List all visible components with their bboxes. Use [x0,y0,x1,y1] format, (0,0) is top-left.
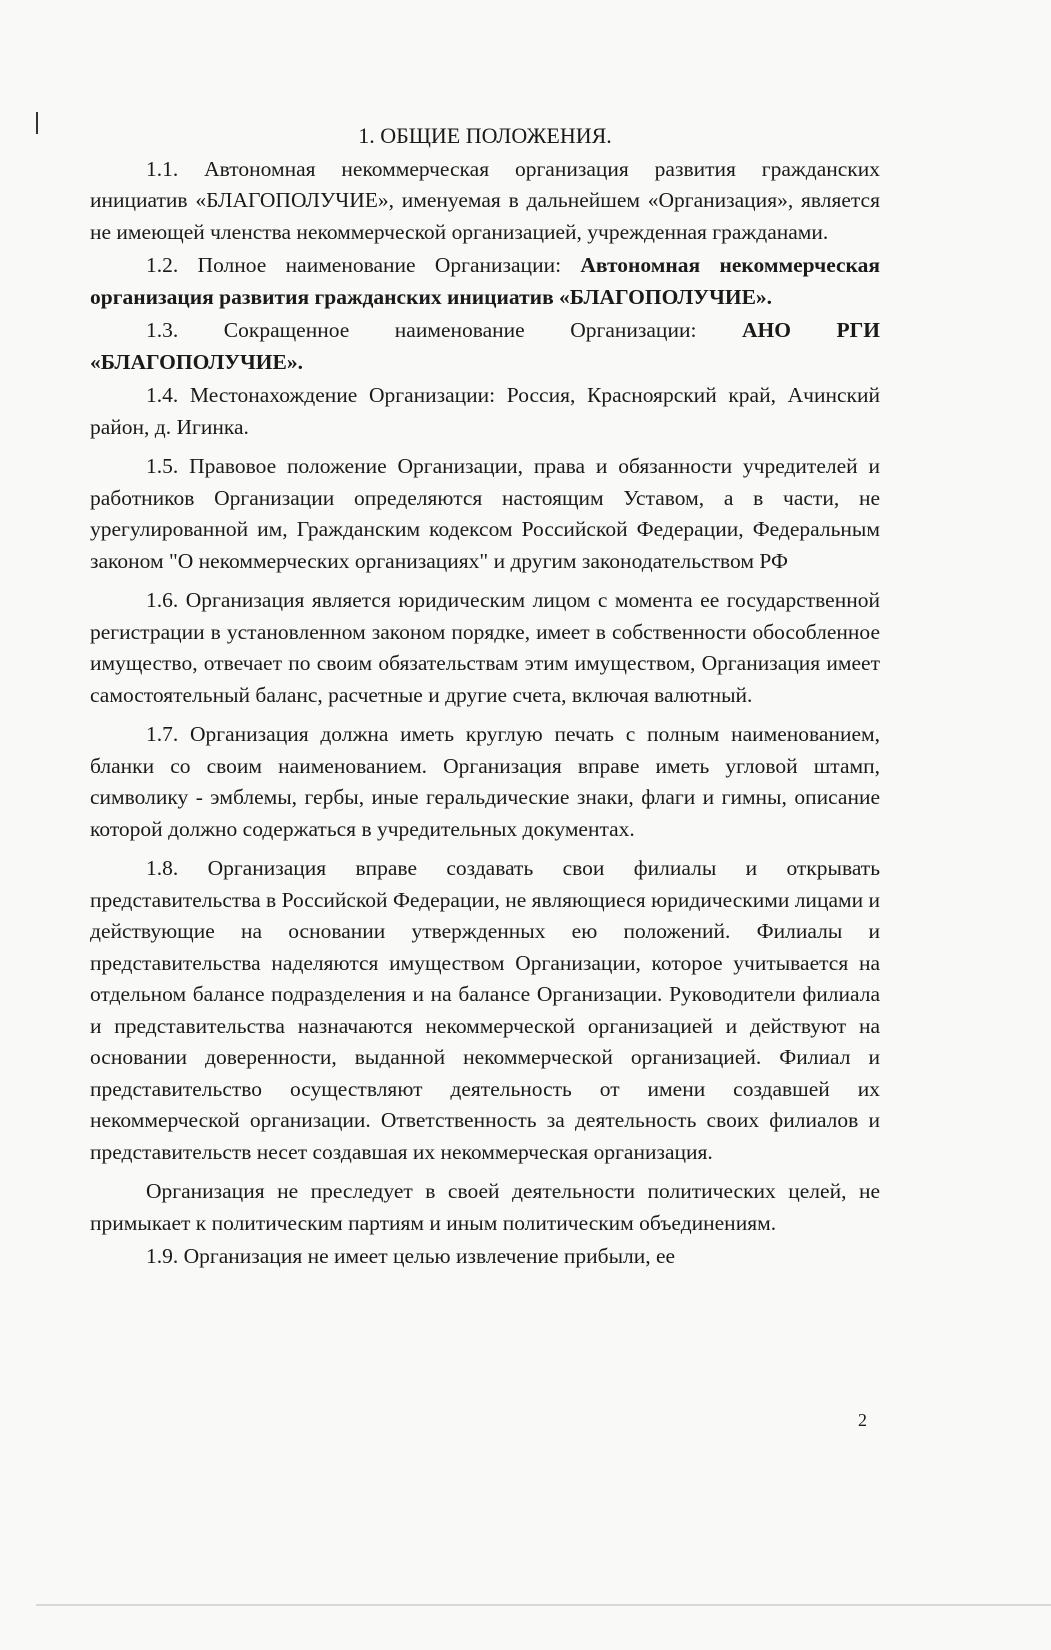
paragraph-1-3 [90,315,880,378]
scan-artifact-mark [36,112,38,134]
paragraph-1-3-label: 1.3. Сокращенное наименование Организации: [146,318,742,342]
page-number: 2 [858,1410,867,1430]
paragraph-1-2-value: Автономная некоммерческая организация развития гражданских инициатив «БЛАГОПОЛУЧИЕ». [90,253,880,309]
paragraph-1-2-label: 1.2. Полное наименование Организации: [146,253,581,277]
paragraph-1-4: 1.4. Местонахождение Организации: Россия, Красноярский край, Ачинский район, д. Игинка. [90,383,880,439]
paragraph-1-9: 1.9. Организация не имеет целью извлечение прибыли, ее [146,1244,676,1268]
section-heading: 1. ОБЩИЕ ПОЛОЖЕНИЯ. [358,123,612,148]
paragraph-1-5: 1.5. Правовое положение Организации, права и обязанности учредителей и работников Организации определяются настоящим Уставом, а в части, не урегулированной им, Гражданским кодексом Российской Федерации, Федеральным законом "О некоммерческих организациях" и другим законодательством РФ [90,454,880,573]
paragraph-1-6: 1.6. Организация является юридическим лицом с момента ее государственной регистрации в установленном законом порядке, имеет в собственности обособленное имущество, отвечает по своим обязательствам этим имуществом, Организация имеет самостоятельный баланс, расчетные и другие счета, включая валютный. [90,588,880,707]
paragraph-1-2 [90,250,880,313]
paragraph-1-8: 1.8. Организация вправе создавать свои филиалы и открывать представительства в Российской Федерации, не являющиеся юридическими лицами и действующие на основании утвержденных ею положений. Филиалы и представительства наделяются имуществом Организации, которое учитывается на отдельном балансе подразделения и на балансе Организации. Руководители филиала и представительства назначаются некоммерческой организацией и действуют на основании доверенности, выданной некоммерческой организацией. Филиал и представительство осуществляют деятельность от имени создавшей их некоммерческой организации. Ответственность за деятельность своих филиалов и представительств несет создавшая их некоммерческая организация. [90,856,880,1164]
paragraph-1-1: 1.1. Автономная некоммерческая организация развития гражданских инициатив «БЛАГОПОЛУЧИЕ», именуемая в дальнейшем «Организация», является не имеющей членства некоммерческой организацией, учрежденная гражданами. [90,156,880,244]
page-bottom-edge [36,1604,1051,1606]
paragraph-politics: Организация не преследует в своей деятельности политических целей, не примыкает к политическим партиям и иным политическим объединениям. [90,1179,880,1235]
document-body [90,120,880,1273]
paragraph-1-3-value: АНО РГИ «БЛАГОПОЛУЧИЕ». [90,318,881,374]
paragraph-1-7: 1.7. Организация должна иметь круглую печать с полным наименованием, бланки со своим наименованием. Организация вправе иметь угловой штамп, символику - эмблемы, гербы, иные геральдические знаки, флаги и гимны, описание которой должно содержаться в учредительных документах. [90,722,880,841]
